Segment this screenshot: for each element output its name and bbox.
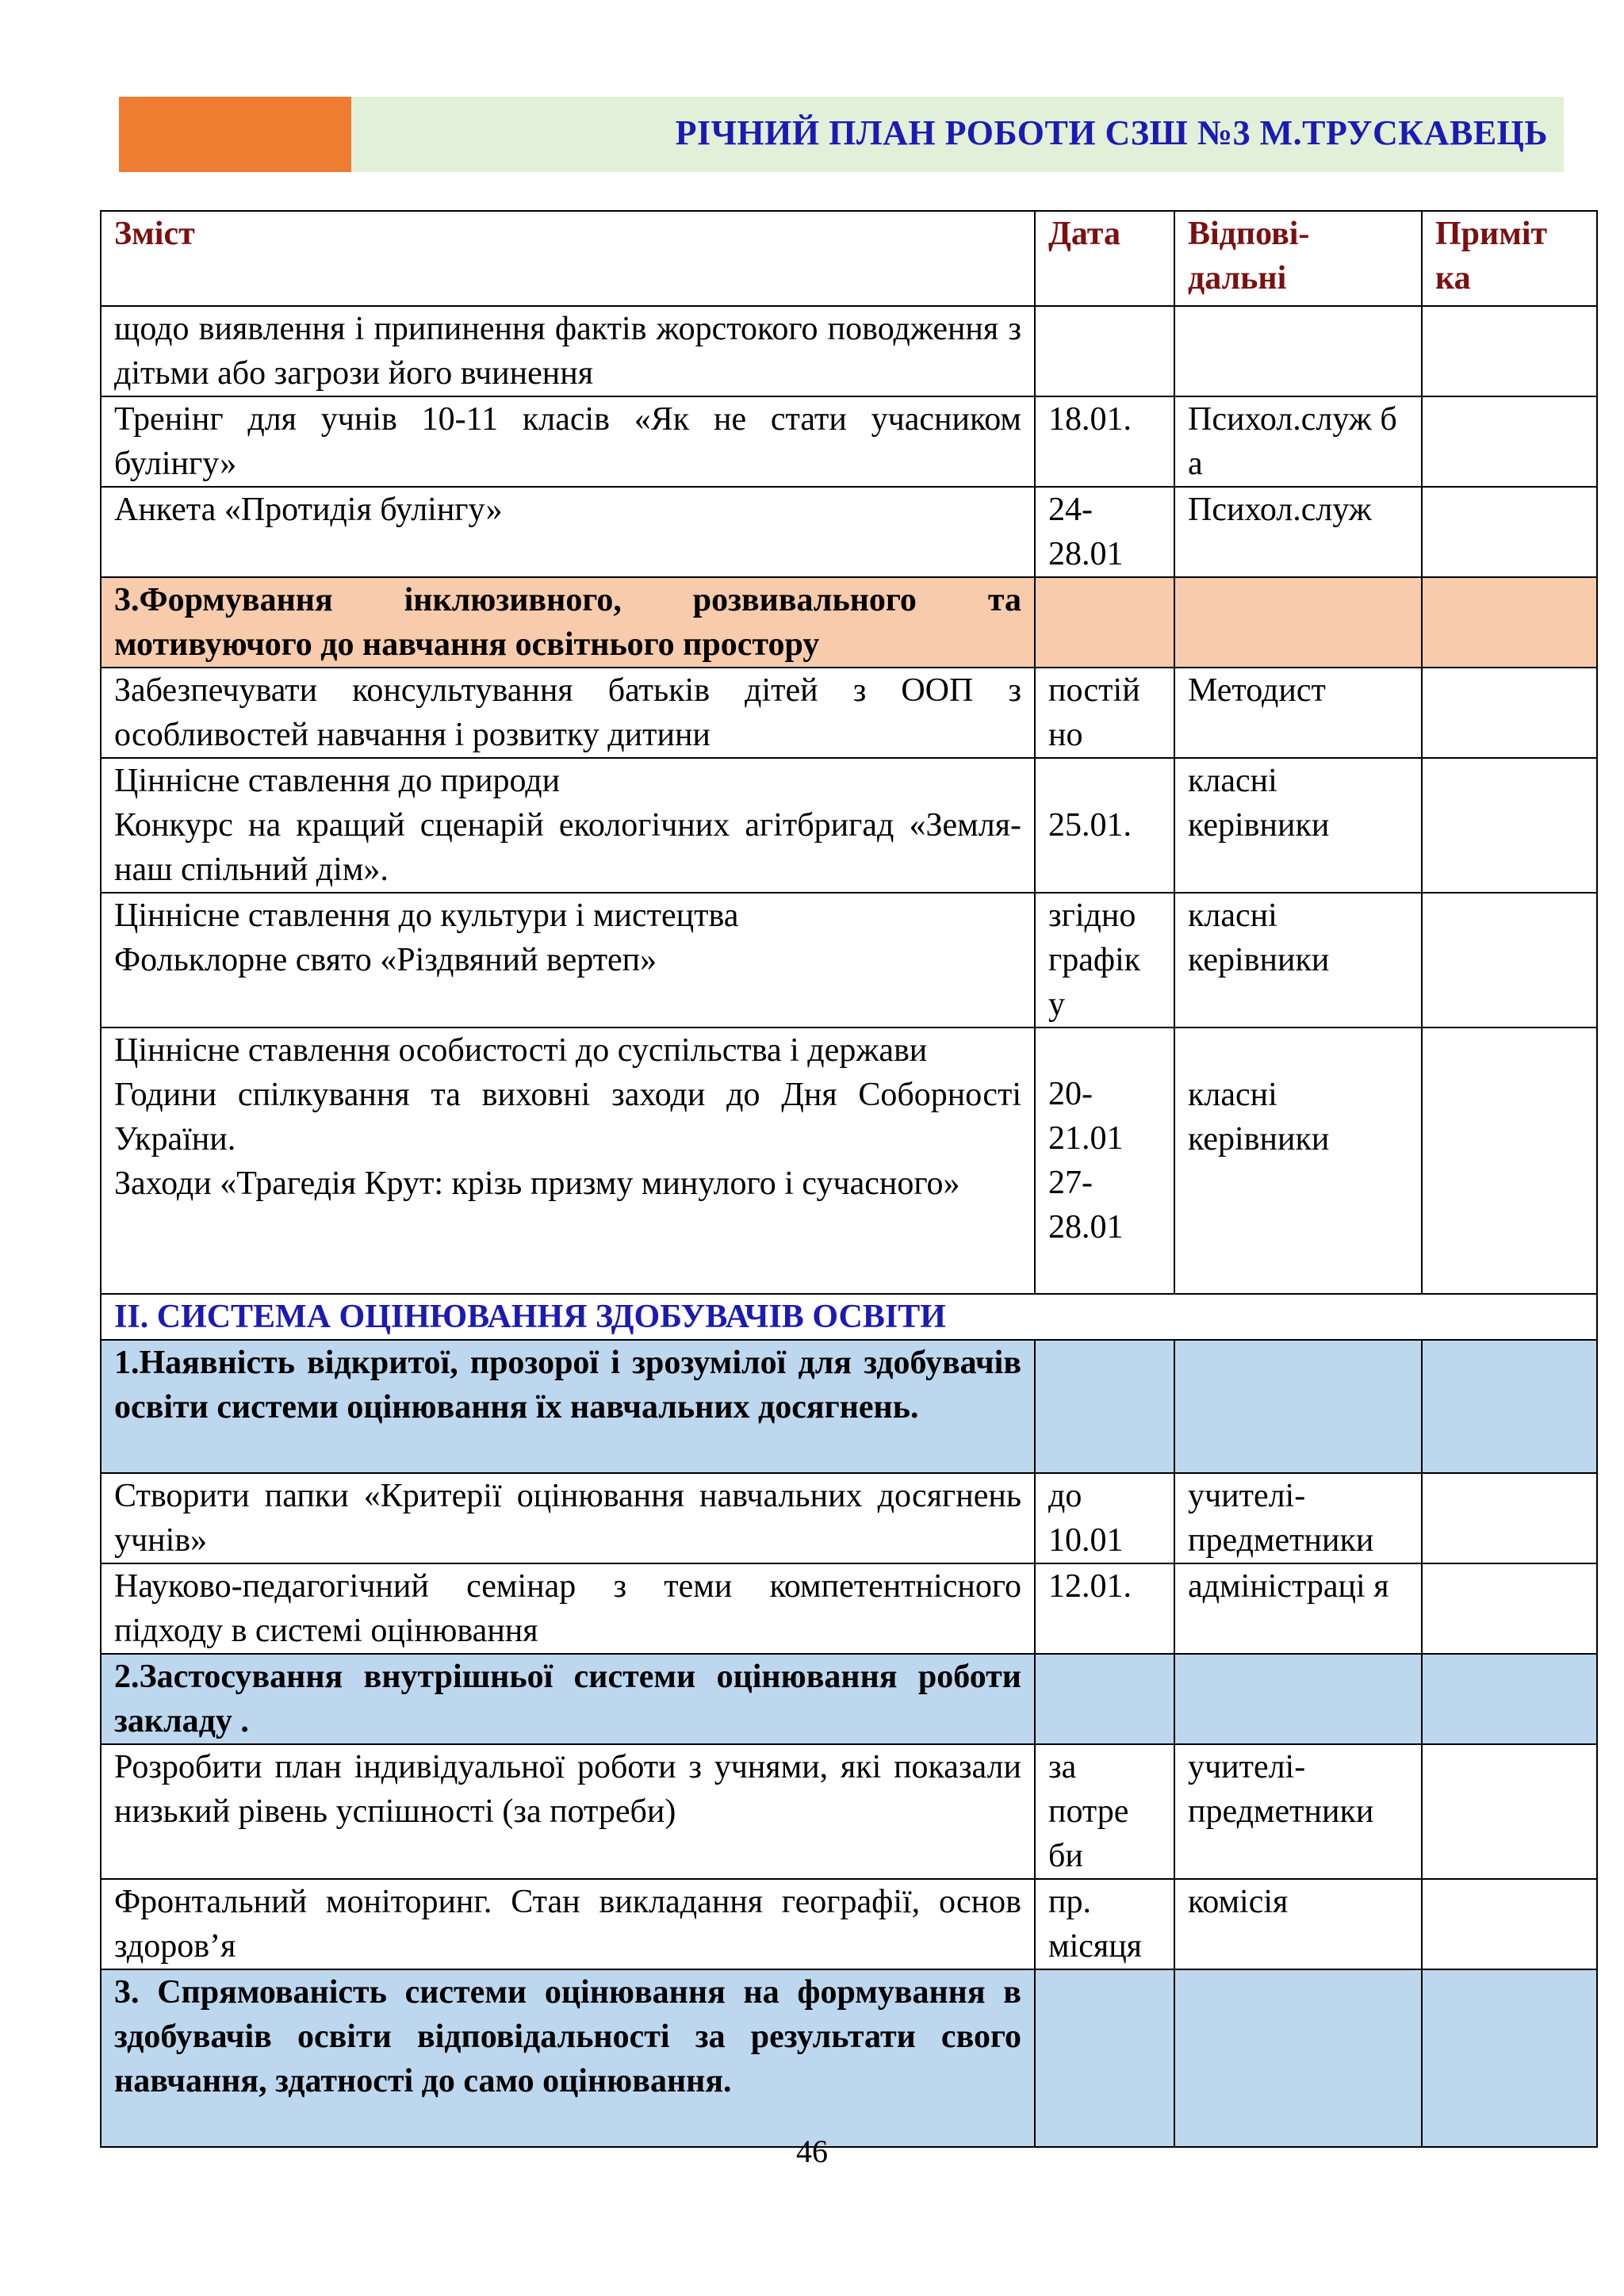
empty-cell xyxy=(1174,1969,1422,2147)
row-note xyxy=(1422,1563,1597,1654)
row-content: щодо виявлення і припинення фактів жорстокого поводження з дітьми або загрози його вчинення xyxy=(101,306,1035,396)
row-date-line: 20-21.01 xyxy=(1048,1076,1124,1157)
row-content: Тренінг для учнів 10-11 класів «Як не стати учасником булінгу» xyxy=(101,396,1035,487)
subheading-text: 2.Застосування внутрішньої системи оцінювання роботи закладу . xyxy=(101,1654,1035,1744)
table-row xyxy=(101,1563,1597,1654)
empty-cell xyxy=(1035,1340,1174,1473)
plan-table xyxy=(100,210,1598,2148)
row-responsible: класні керівники xyxy=(1174,1027,1422,1294)
table-row xyxy=(101,306,1597,396)
page-title: РІЧНИЙ ПЛАН РОБОТИ СЗШ №3 М.ТРУСКАВЕЦЬ xyxy=(675,113,1548,152)
row-content-line: Ціннісне ставлення до природи xyxy=(114,763,561,799)
row-date: постій но xyxy=(1035,668,1174,758)
row-note xyxy=(1422,758,1597,893)
row-date xyxy=(1035,1027,1174,1294)
column-header-content: Зміст xyxy=(101,211,1035,306)
empty-cell xyxy=(1422,1340,1597,1473)
row-content-line: Фольклорне свято «Різдвяний вертеп» xyxy=(114,942,657,978)
row-note xyxy=(1422,306,1597,396)
table-row xyxy=(101,1879,1597,1969)
column-header-responsible: Відпові-дальні xyxy=(1174,211,1422,306)
row-note xyxy=(1422,487,1597,577)
row-responsible: класні керівники xyxy=(1174,893,1422,1027)
table-row xyxy=(101,1473,1597,1563)
section-heading: II. СИСТЕМА ОЦІНЮВАННЯ ЗДОБУВАЧІВ ОСВІТИ xyxy=(101,1294,1597,1340)
empty-cell xyxy=(1422,1969,1597,2147)
table-row xyxy=(101,758,1597,893)
row-content: Анкета «Протидія булінгу» xyxy=(101,487,1035,577)
row-responsible: адміністраці я xyxy=(1174,1563,1422,1654)
row-date: до 10.01 xyxy=(1035,1473,1174,1563)
row-note xyxy=(1422,668,1597,758)
row-date: за потре би xyxy=(1035,1744,1174,1879)
row-note xyxy=(1422,1879,1597,1969)
page-header xyxy=(119,97,1564,172)
row-content xyxy=(101,1027,1035,1294)
row-responsible xyxy=(1174,306,1422,396)
subheading-text: 1.Наявність відкритої, прозорої і зрозумілої для здобувачів освіти системи оцінювання їх навчальних досягнень. xyxy=(101,1340,1035,1473)
table-row xyxy=(101,668,1597,758)
table-row xyxy=(101,396,1597,487)
subheading-text: 3. Спрямованість системи оцінювання на формування в здобувачів освіти відповідальності за результати свого навчання, здатності до само оцінювання. xyxy=(101,1969,1035,2147)
row-responsible: Психол.служ ба xyxy=(1174,396,1422,487)
row-responsible: учителі-предметники xyxy=(1174,1744,1422,1879)
row-date: 18.01. xyxy=(1035,396,1174,487)
row-note xyxy=(1422,1027,1597,1294)
row-content-line: Заходи «Трагедія Крут: крізь призму минулого і сучасного» xyxy=(114,1165,960,1202)
row-content-line: Конкурс на кращий сценарій екологічних агітбригад «Земля-наш спільний дім». xyxy=(114,807,1021,888)
table-row xyxy=(101,487,1597,577)
empty-cell xyxy=(1035,1654,1174,1744)
row-content-line: Ціннісне ставлення особистості до суспільства і держави xyxy=(114,1032,928,1069)
row-responsible: комісія xyxy=(1174,1879,1422,1969)
row-date: 12.01. xyxy=(1035,1563,1174,1654)
table-row xyxy=(101,893,1597,1027)
empty-cell xyxy=(1174,1340,1422,1473)
row-content: Розробити план індивідуальної роботи з учнями, які показали низький рівень успішності (за потреби) xyxy=(101,1744,1035,1879)
row-date: пр. місяця xyxy=(1035,1879,1174,1969)
table-header-row xyxy=(101,211,1597,306)
subheading-row xyxy=(101,1654,1597,1744)
row-content-line: Години спілкування та виховні заходи до Дня Соборності України. xyxy=(114,1077,1021,1158)
row-content xyxy=(101,758,1035,893)
section-heading-row xyxy=(101,1294,1597,1340)
row-date-line: 27-28.01 xyxy=(1048,1165,1124,1246)
empty-cell xyxy=(1035,577,1174,668)
empty-cell xyxy=(1174,1654,1422,1744)
empty-cell xyxy=(1174,577,1422,668)
row-date: 25.01. xyxy=(1035,758,1174,893)
row-date xyxy=(1035,306,1174,396)
row-note xyxy=(1422,893,1597,1027)
row-responsible: учителі-предметники xyxy=(1174,1473,1422,1563)
column-header-note: Приміт ка xyxy=(1422,211,1597,306)
table-row xyxy=(101,1744,1597,1879)
row-responsible: Психол.служ xyxy=(1174,487,1422,577)
row-content: Фронтальний моніторинг. Стан викладання географії, основ здоров’я xyxy=(101,1879,1035,1969)
row-content: Створити папки «Критерії оцінювання навчальних досягнень учнів» xyxy=(101,1473,1035,1563)
subheading-text: 3.Формування інклюзивного, розвивального та мотивуючого до навчання освітнього простору xyxy=(101,577,1035,668)
table-row xyxy=(101,1027,1597,1294)
row-note xyxy=(1422,1473,1597,1563)
row-date: згідно графік у xyxy=(1035,893,1174,1027)
row-date: 24-28.01 xyxy=(1035,487,1174,577)
row-content xyxy=(101,893,1035,1027)
empty-cell xyxy=(1035,1969,1174,2147)
subheading-row xyxy=(101,577,1597,668)
subheading-row xyxy=(101,1340,1597,1473)
row-content-line: Ціннісне ставлення до культури і мистецтва xyxy=(114,897,739,934)
page-number: 46 xyxy=(796,2133,828,2169)
empty-cell xyxy=(1422,1654,1597,1744)
row-content: Науково-педагогічний семінар з теми компетентнісного підходу в системі оцінювання xyxy=(101,1563,1035,1654)
column-header-date: Дата xyxy=(1035,211,1174,306)
header-accent-block xyxy=(119,97,351,172)
row-responsible: Методист xyxy=(1174,668,1422,758)
row-content: Забезпечувати консультування батьків дітей з ООП з особливостей навчання і розвитку дитини xyxy=(101,668,1035,758)
empty-cell xyxy=(1422,577,1597,668)
subheading-row xyxy=(101,1969,1597,2147)
row-note xyxy=(1422,396,1597,487)
row-note xyxy=(1422,1744,1597,1879)
row-responsible: класні керівники xyxy=(1174,758,1422,893)
